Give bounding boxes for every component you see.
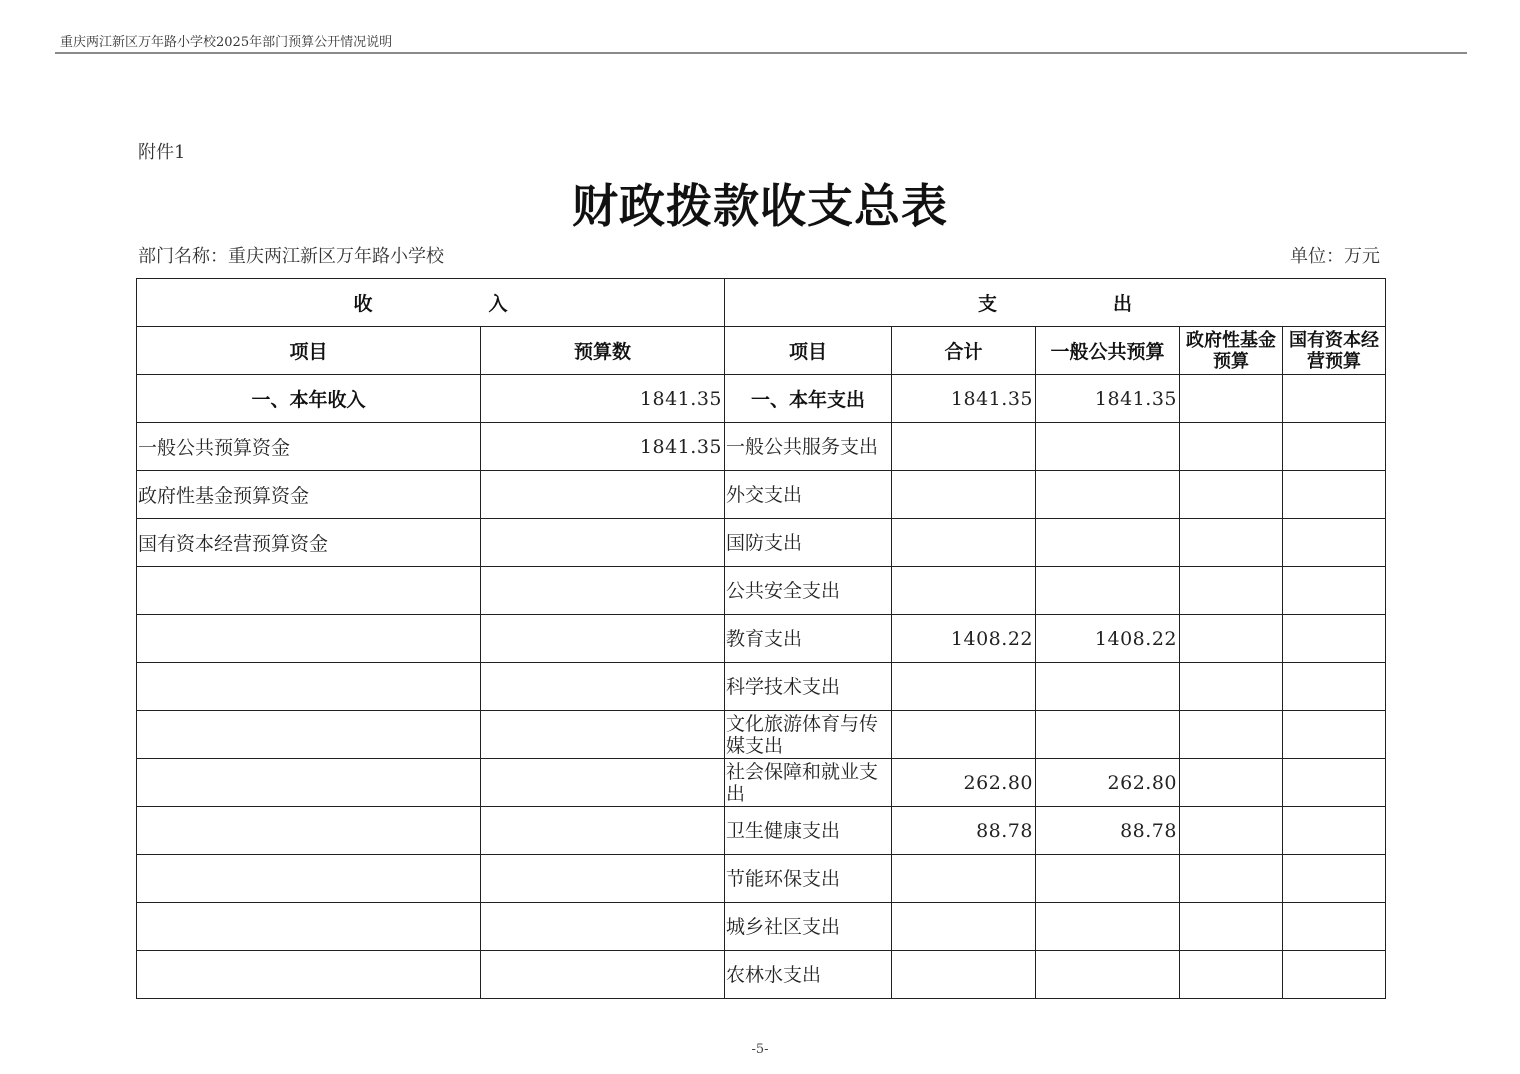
expense-item-cell: 社会保障和就业支出 bbox=[725, 759, 892, 807]
column-header-total: 合计 bbox=[892, 327, 1036, 375]
expense-item-cell: 文化旅游体育与传媒支出 bbox=[725, 711, 892, 759]
column-header-state-capital-budget: 国有资本经营预算 bbox=[1283, 327, 1386, 375]
column-header-expense-item: 项目 bbox=[725, 327, 892, 375]
expense-item-cell: 公共安全支出 bbox=[725, 567, 892, 615]
state-capital-budget-cell bbox=[1283, 807, 1386, 855]
total-cell bbox=[892, 471, 1036, 519]
gov-fund-budget-cell bbox=[1180, 471, 1283, 519]
expense-header-a: 支 bbox=[978, 293, 998, 315]
income-amount-cell bbox=[481, 951, 725, 999]
general-budget-cell bbox=[1036, 567, 1180, 615]
expense-item-cell: 节能环保支出 bbox=[725, 855, 892, 903]
total-cell bbox=[892, 567, 1036, 615]
income-amount-cell: 1841.35 bbox=[481, 423, 725, 471]
income-amount-cell bbox=[481, 519, 725, 567]
income-item-cell bbox=[137, 855, 481, 903]
income-amount-cell bbox=[481, 615, 725, 663]
table-row bbox=[137, 615, 1386, 663]
running-header: 重庆两江新区万年路小学校2025年部门预算公开情况说明 bbox=[60, 35, 393, 50]
gov-fund-budget-cell bbox=[1180, 951, 1283, 999]
total-cell: 88.78 bbox=[892, 807, 1036, 855]
gov-fund-budget-cell bbox=[1180, 519, 1283, 567]
general-budget-cell bbox=[1036, 711, 1180, 759]
expense-item-cell: 国防支出 bbox=[725, 519, 892, 567]
gov-fund-budget-cell bbox=[1180, 567, 1283, 615]
unit-label: 单位：万元 bbox=[1290, 246, 1380, 267]
expense-item-cell: 科学技术支出 bbox=[725, 663, 892, 711]
general-budget-cell: 262.80 bbox=[1036, 759, 1180, 807]
income-amount-cell bbox=[481, 567, 725, 615]
general-budget-cell: 88.78 bbox=[1036, 807, 1180, 855]
state-capital-budget-cell bbox=[1283, 423, 1386, 471]
income-section-header bbox=[137, 279, 725, 327]
page-title: 财政拨款收支总表 bbox=[572, 179, 948, 233]
income-header-b: 入 bbox=[488, 293, 508, 315]
total-cell bbox=[892, 903, 1036, 951]
state-capital-budget-cell bbox=[1283, 903, 1386, 951]
header-divider bbox=[55, 52, 1467, 54]
expense-section-header bbox=[725, 279, 1386, 327]
table-row bbox=[137, 567, 1386, 615]
gov-fund-budget-cell bbox=[1180, 807, 1283, 855]
general-budget-cell bbox=[1036, 519, 1180, 567]
section-header-row bbox=[137, 279, 1386, 327]
income-header-a: 收 bbox=[353, 293, 373, 315]
income-amount-cell bbox=[481, 759, 725, 807]
gov-fund-budget-cell bbox=[1180, 759, 1283, 807]
column-header-income-amount: 预算数 bbox=[481, 327, 725, 375]
state-capital-budget-cell bbox=[1283, 375, 1386, 423]
column-header-row bbox=[137, 327, 1386, 375]
state-capital-budget-cell bbox=[1283, 951, 1386, 999]
table-row bbox=[137, 423, 1386, 471]
state-capital-budget-cell bbox=[1283, 471, 1386, 519]
budget-table bbox=[136, 278, 1386, 999]
expense-item-cell: 农林水支出 bbox=[725, 951, 892, 999]
total-cell: 1408.22 bbox=[892, 615, 1036, 663]
attachment-label: 附件1 bbox=[138, 142, 186, 163]
table-row bbox=[137, 519, 1386, 567]
expense-item-cell: 教育支出 bbox=[725, 615, 892, 663]
table-row bbox=[137, 471, 1386, 519]
income-item-cell bbox=[137, 711, 481, 759]
income-amount-cell: 1841.35 bbox=[481, 375, 725, 423]
expense-header-b: 出 bbox=[1113, 293, 1133, 315]
income-item-cell bbox=[137, 567, 481, 615]
table-row bbox=[137, 807, 1386, 855]
general-budget-cell: 1841.35 bbox=[1036, 375, 1180, 423]
income-amount-cell bbox=[481, 471, 725, 519]
table-row bbox=[137, 711, 1386, 759]
general-budget-cell: 1408.22 bbox=[1036, 615, 1180, 663]
expense-item-cell: 卫生健康支出 bbox=[725, 807, 892, 855]
table-row bbox=[137, 855, 1386, 903]
gov-fund-budget-cell bbox=[1180, 423, 1283, 471]
general-budget-cell bbox=[1036, 663, 1180, 711]
expense-item-cell: 一般公共服务支出 bbox=[725, 423, 892, 471]
total-cell bbox=[892, 663, 1036, 711]
column-header-general-budget: 一般公共预算 bbox=[1036, 327, 1180, 375]
state-capital-budget-cell bbox=[1283, 711, 1386, 759]
income-item-cell bbox=[137, 663, 481, 711]
state-capital-budget-cell bbox=[1283, 663, 1386, 711]
income-item-cell bbox=[137, 951, 481, 999]
general-budget-cell bbox=[1036, 903, 1180, 951]
expense-item-cell: 一、本年支出 bbox=[725, 375, 892, 423]
state-capital-budget-cell bbox=[1283, 759, 1386, 807]
state-capital-budget-cell bbox=[1283, 567, 1386, 615]
table-row bbox=[137, 903, 1386, 951]
table-row bbox=[137, 759, 1386, 807]
income-item-cell: 一、本年收入 bbox=[137, 375, 481, 423]
column-header-income-item: 项目 bbox=[137, 327, 481, 375]
gov-fund-budget-cell bbox=[1180, 615, 1283, 663]
table-row bbox=[137, 375, 1386, 423]
income-item-cell: 一般公共预算资金 bbox=[137, 423, 481, 471]
general-budget-cell bbox=[1036, 855, 1180, 903]
total-cell bbox=[892, 519, 1036, 567]
state-capital-budget-cell bbox=[1283, 615, 1386, 663]
total-cell bbox=[892, 423, 1036, 471]
income-item-cell: 国有资本经营预算资金 bbox=[137, 519, 481, 567]
department-name: 部门名称：重庆两江新区万年路小学校 bbox=[138, 246, 444, 267]
income-item-cell bbox=[137, 807, 481, 855]
state-capital-budget-cell bbox=[1283, 855, 1386, 903]
general-budget-cell bbox=[1036, 951, 1180, 999]
state-capital-budget-cell bbox=[1283, 519, 1386, 567]
income-item-cell bbox=[137, 903, 481, 951]
table-row bbox=[137, 951, 1386, 999]
page-number: -5- bbox=[751, 1042, 769, 1057]
column-header-gov-fund-budget: 政府性基金预算 bbox=[1180, 327, 1283, 375]
income-amount-cell bbox=[481, 855, 725, 903]
total-cell bbox=[892, 711, 1036, 759]
total-cell: 1841.35 bbox=[892, 375, 1036, 423]
table-row bbox=[137, 663, 1386, 711]
gov-fund-budget-cell bbox=[1180, 903, 1283, 951]
income-amount-cell bbox=[481, 663, 725, 711]
income-amount-cell bbox=[481, 807, 725, 855]
gov-fund-budget-cell bbox=[1180, 663, 1283, 711]
gov-fund-budget-cell bbox=[1180, 711, 1283, 759]
income-amount-cell bbox=[481, 903, 725, 951]
income-amount-cell bbox=[481, 711, 725, 759]
total-cell bbox=[892, 855, 1036, 903]
general-budget-cell bbox=[1036, 423, 1180, 471]
income-item-cell: 政府性基金预算资金 bbox=[137, 471, 481, 519]
income-item-cell bbox=[137, 615, 481, 663]
total-cell bbox=[892, 951, 1036, 999]
total-cell: 262.80 bbox=[892, 759, 1036, 807]
gov-fund-budget-cell bbox=[1180, 375, 1283, 423]
general-budget-cell bbox=[1036, 471, 1180, 519]
expense-item-cell: 城乡社区支出 bbox=[725, 903, 892, 951]
gov-fund-budget-cell bbox=[1180, 855, 1283, 903]
expense-item-cell: 外交支出 bbox=[725, 471, 892, 519]
income-item-cell bbox=[137, 759, 481, 807]
